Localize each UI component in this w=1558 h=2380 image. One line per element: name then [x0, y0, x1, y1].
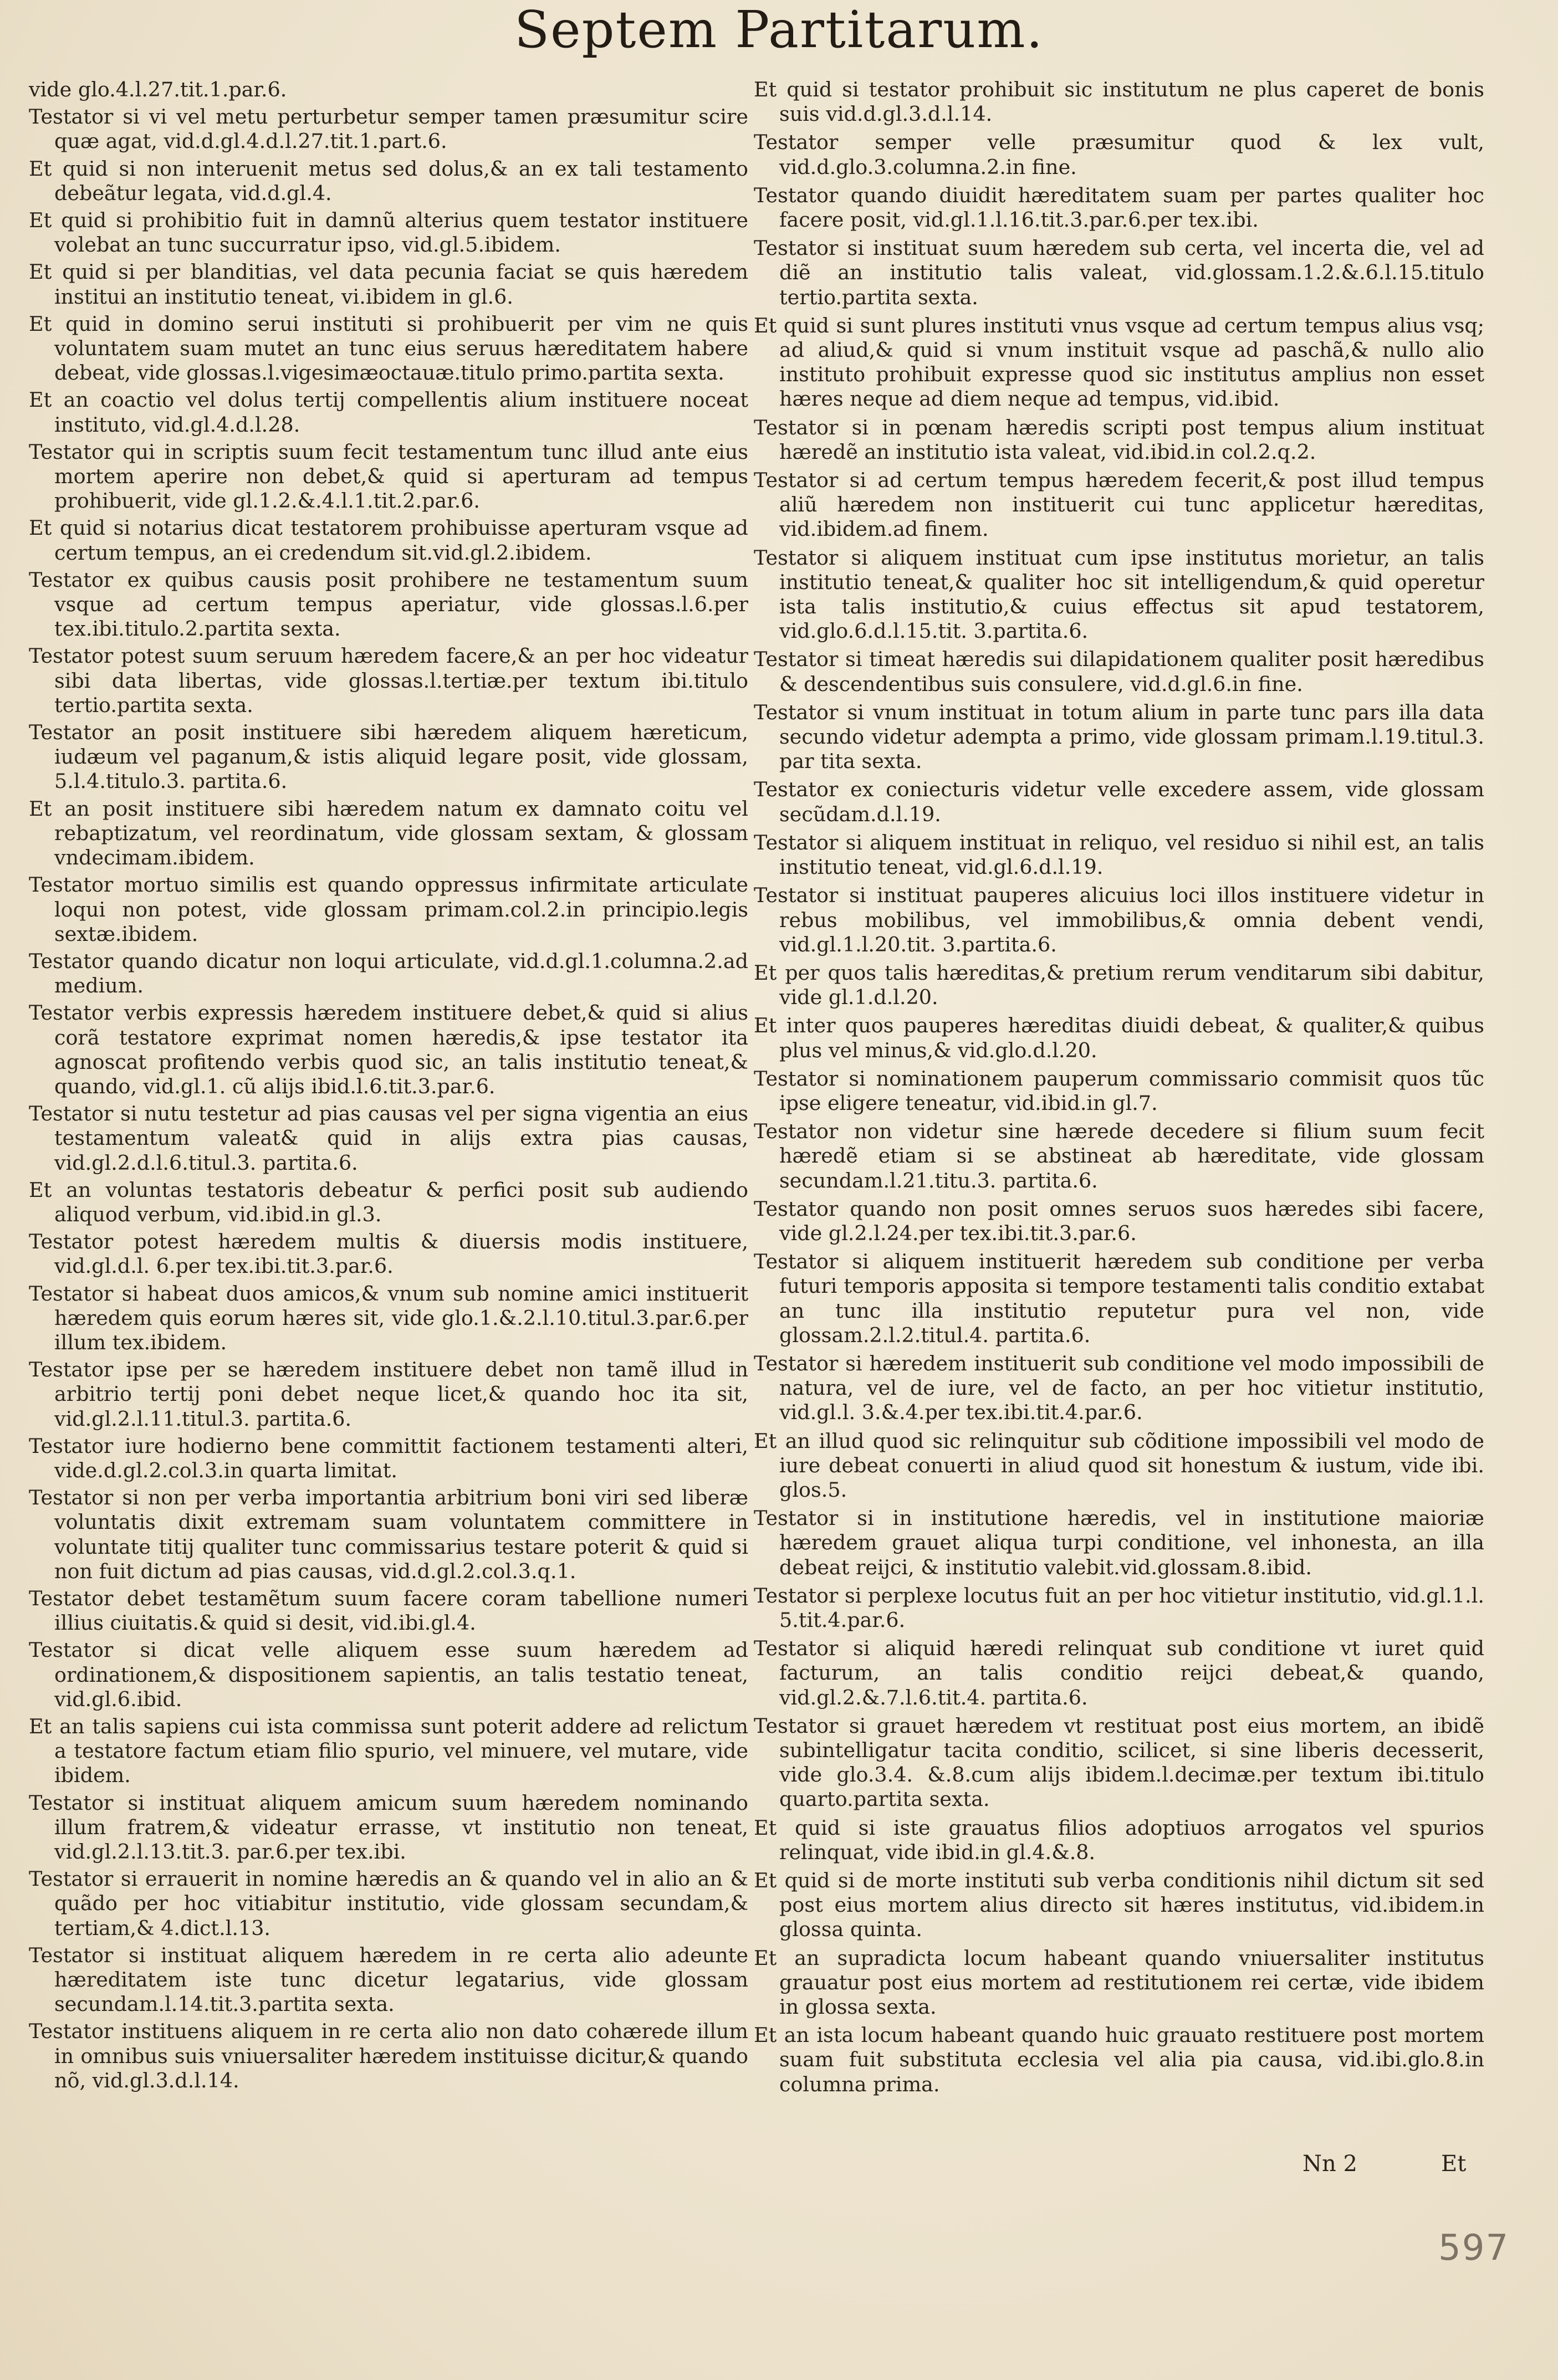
index-entry: Testator si instituat aliquem hæredem in re certa alio adeunte hæreditatem iste tunc dicetur legatarius, vide glossam secundam.l.14.tit.3.partita sexta. [29, 1943, 748, 2016]
index-entry: Et inter quos pauperes hæreditas diuidi debeat, & qualiter,& quibus plus vel minus,& vid.glo.d.l.20. [754, 1014, 1484, 1062]
index-entry: Testator quando non posit omnes seruos suos hæredes sibi facere, vide gl.2.l.24.per tex.ibi.tit.3.par.6. [754, 1196, 1484, 1245]
index-entry: Testator debet testamẽtum suum facere coram tabellione numeri illius ciuitatis.& quid si desit, vid.ibi.gl.4. [29, 1586, 748, 1635]
index-entry: Testator instituens aliquem in re certa alio non dato cohærede illum in omnibus suis vniuersaliter hæredem instituisse dicitur,& quando nõ, vid.gl.3.d.l.14. [29, 2019, 748, 2092]
index-entry: Et an posit instituere sibi hæredem natum ex damnato coitu vel rebaptizatum, vel reordinatum, vide glossam sextam, & glossam vndecimam.ibidem. [29, 796, 748, 870]
index-entry: Testator si ad certum tempus hæredem fecerit,& post illud tempus aliũ hæredem non instituerit cui tunc applicetur hæreditas, vid.ibidem.ad finem. [754, 468, 1484, 541]
index-entry: Testator si instituat suum hæredem sub certa, vel incerta die, vel ad diẽ an institutio talis valeat, vid.glossam.1.2.&.6.l.15.titulo tertio.partita sexta. [754, 236, 1484, 309]
index-entry: Et quid in domino serui instituti si prohibuerit per vim ne quis voluntatem suam mutet an tunc eius seruus hæreditatem habere debeat, vide glossas.l.vigesimæoctauæ.titulo primo.partita sexta. [29, 311, 748, 385]
index-entry: Testator semper velle præsumitur quod & lex vult, vid.d.glo.3.columna.2.in fine. [754, 130, 1484, 179]
index-entry: Testator iure hodierno bene committit factionem testamenti alteri, vide.d.gl.2.col.3.in quarta limitat. [29, 1434, 748, 1482]
index-entry: Testator si aliquem instituerit hæredem sub conditione per verba futuri temporis apposita si tempore testamenti talis conditio extabat an tunc illa institutio reputetur pura vel non, vide glossam.2.l.2.titul.4. partita.6. [754, 1250, 1484, 1347]
index-entry: vide glo.4.l.27.tit.1.par.6. [29, 78, 287, 101]
index-entry: Testator si errauerit in nomine hæredis an & quando vel in alio an & quãdo per hoc vitiabitur institutio, vide glossam secundam,& tertiam,& 4.dict.l.13. [29, 1867, 748, 1940]
index-entry: Testator si aliquid hæredi relinquat sub conditione vt iuret quid facturum, an talis conditio reijci debeat,& quando, vid.gl.2.&.7.l.6.tit.4. partita.6. [754, 1636, 1484, 1709]
index-entry: Testator quando dicatur non loqui articulate, vid.d.gl.1.columna.2.ad medium. [29, 949, 748, 998]
index-entry: Testator si in pœnam hæredis scripti post tempus alium instituat hæredẽ an institutio ista valeat, vid.ibid.in col.2.q.2. [754, 415, 1484, 464]
running-header [0, 0, 1558, 61]
signature-mark: Nn 2 [1302, 2151, 1357, 2177]
left-column [29, 78, 748, 2096]
index-entry: Testator ex quibus causis posit prohibere ne testamentum suum vsque ad certum tempus aperiatur, vide glossas.l.6.per tex.ibi.titulo.2.partita sexta. [29, 567, 748, 641]
index-entry: Testator potest suum seruum hæredem facere,& an per hoc videatur sibi data libertas, vide glossas.l.tertiæ.per textum ibi.titulo tertio.partita sexta. [29, 644, 748, 717]
index-entry: Testator quando diuidit hæreditatem suam per partes qualiter hoc facere posit, vid.gl.1.l.16.tit.3.par.6.per tex.ibi. [754, 183, 1484, 232]
index-entry: Testator si in institutione hæredis, vel in institutione maioriæ hæredem grauet aliqua turpi conditione, vel inhonesta, an illa debeat reijci, & institutio valebit.vid.glossam.8.ibid. [754, 1506, 1484, 1579]
index-entry: Testator si timeat hæredis sui dilapidationem qualiter posit hæredibus & descendentibus suis consulere, vid.d.gl.6.in fine. [754, 647, 1484, 696]
index-entry: Et quid si non interuenit metus sed dolus,& an ex tali testamento debeãtur legata, vid.d.gl.4. [29, 156, 748, 205]
index-entry: Et quid si de morte instituti sub verba conditionis nihil dictum sit sed post eius mortem alius directo sit hæres institutus, vid.ibidem.in glossa quinta. [754, 1869, 1484, 1942]
index-entry: Et per quos talis hæreditas,& pretium rerum venditarum sibi dabitur, vide gl.1.d.l.20. [754, 960, 1484, 1010]
index-entry: Testator si grauet hæredem vt restituat post eius mortem, an ibidẽ subintelligatur tacita conditio, scilicet, si sine liberis decesserit, vide glo.3.4. &.8.cum alijs ibidem.l.decimæ.per textum ibi.titulo quarto.partita sexta. [754, 1713, 1484, 1811]
index-entry: Et an supradicta locum habeant quando vniuersaliter institutus grauatur post eius mortem ad restitutionem rei certæ, vide ibidem in glossa sexta. [754, 1946, 1484, 2019]
index-entry: Et quid si sunt plures instituti vnus vsque ad certum tempus alius vsq; ad aliud,& quid si vnum instituit vsque ad paschã,& nullo alio instituto prohibuit expresse quod sic institutus amplius non esset hæres neque ad diem neque ad tempus, vid.ibid. [754, 313, 1484, 411]
index-entry: Testator si non per verba importantia arbitrium boni viri sed liberæ voluntatis dixit extremam suam voluntatem committere in voluntate titij qualiter tunc commissarius testare poterit & quid si non fuit dictum ad pias causas, vid.d.gl.2.col.3.q.1. [29, 1486, 748, 1583]
index-entry: Et quid si per blanditias, vel data pecunia faciat se quis hæredem institui an institutio teneat, vi.ibidem in gl.6. [29, 260, 748, 309]
index-entry: Et an ista locum habeant quando huic grauato restituere post mortem suam fuit substituta ecclesia vel alia pia causa, vid.ibi.glo.8.in columna prima. [754, 2023, 1484, 2096]
index-entry: Et quid si iste grauatus filios adoptiuos arrogatos vel spurios relinquat, vide ibid.in gl.4.&.8. [754, 1815, 1484, 1864]
index-entry: Testator si perplexe locutus fuit an per hoc vitietur institutio, vid.gl.1.l. 5.tit.4.par.6. [754, 1583, 1484, 1632]
index-entry: Et quid si testator prohibuit sic institutum ne plus caperet de bonis suis vid.d.gl.3.d.l.14. [754, 78, 1484, 126]
index-entry: Et an illud quod sic relinquitur sub cõditione impossibili vel modo de iure debeat conuerti in aliud quod sit honestum & iustum, vide ibi. glos.5. [754, 1429, 1484, 1502]
index-entry: Testator si vnum instituat in totum alium in parte tunc pars illa data secundo videtur adempta a primo, vide glossam primam.l.19.titul.3. par tita sexta. [754, 700, 1484, 774]
index-entry: Et quid si prohibitio fuit in damnũ alterius quem testator instituere volebat an tunc succurratur ipso, vid.gl.5.ibidem. [29, 208, 748, 257]
index-entry: Et an coactio vel dolus tertij compellentis alium instituere noceat instituto, vid.gl.4.d.l.28. [29, 388, 748, 437]
index-entry: Testator an posit instituere sibi hæredem aliquem hæreticum, iudæum vel paganum,& istis aliquid legare posit, vide glossam, 5.l.4.titulo.3. partita.6. [29, 720, 748, 794]
page-title: Septem Partitarum. [514, 0, 1044, 59]
index-entry: Testator ex coniecturis videtur velle excedere assem, vide glossam secũdam.d.l.19. [754, 777, 1484, 826]
index-entry: Testator si dicat velle aliquem esse suum hæredem ad ordinationem,& dispositionem sapientis, an talis testatio teneat, vid.gl.6.ibid. [29, 1638, 748, 1711]
index-entry: Testator qui in scriptis suum fecit testamentum tunc illud ante eius mortem aperire non debet,& quid si aperturam ad tempus prohibuerit, vide gl.1.2.&.4.l.1.tit.2.par.6. [29, 439, 748, 513]
index-entry: Testator si vi vel metu perturbetur semper tamen præsumitur scire quæ agat, vid.d.gl.4.d.l.27.tit.1.part.6. [29, 105, 748, 153]
index-entry: Testator ipse per se hæredem instituere debet non tamẽ illud in arbitrio tertij poni debet neque licet,& quando hoc ita sit, vid.gl.2.l.11.titul.3. partita.6. [29, 1358, 748, 1431]
index-entry: Testator si instituat aliquem amicum suum hæredem nominando illum fratrem,& videatur errasse, vt institutio non teneat, vid.gl.2.l.13.tit.3. par.6.per tex.ibi. [29, 1790, 748, 1864]
index-entry: Testator si instituat pauperes alicuius loci illos instituere videtur in rebus mobilibus, vel immobilibus,& omnia debent vendi, vid.gl.1.l.20.tit. 3.partita.6. [754, 883, 1484, 956]
index-entry: Testator non videtur sine hærede decedere si filium suum fecit hæredẽ etiam si se abstineat ab hæreditate, vide glossam secundam.l.21.titu.3. partita.6. [754, 1119, 1484, 1192]
index-entry: Testator si habeat duos amicos,& vnum sub nomine amici instituerit hæredem quis eorum hæres sit, vide glo.1.&.2.l.10.titul.3.par.6.per illum tex.ibidem. [29, 1281, 748, 1354]
index-entry: Testator si hæredem instituerit sub conditione vel modo impossibili de natura, vel de iure, vel de facto, an per hoc vitietur institutio, vid.gl.l. 3.&.4.per tex.ibi.tit.4.par.6. [754, 1351, 1484, 1425]
index-entry: Testator verbis expressis hæredem instituere debet,& quid si alius corã testatore exprimat nomen hæredis,& ipse testator ita agnoscat profitendo verbis quod sic, an talis institutio teneat,& quando, vid.gl.1. cũ alijs ibid.l.6.tit.3.par.6. [29, 1001, 748, 1098]
right-column [754, 78, 1484, 2101]
index-entry: Et quid si notarius dicat testatorem prohibuisse aperturam vsque ad certum tempus, an ei credendum sit.vid.gl.2.ibidem. [29, 516, 748, 565]
index-entry: Testator si nutu testetur ad pias causas vel per signa vigentia an eius testamentum valeat& quid in alijs extra pias causas, vid.gl.2.d.l.6.titul.3. partita.6. [29, 1102, 748, 1175]
index-entry: Testator si aliquem instituat in reliquo, vel residuo si nihil est, an talis institutio teneat, vid.gl.6.d.l.19. [754, 830, 1484, 879]
index-entry: Testator mortuo similis est quando oppressus infirmitate articulate loqui non potest, vide glossam primam.col.2.in principio.legis sextæ.ibidem. [29, 873, 748, 946]
index-entry: Testator si aliquem instituat cum ipse institutus morietur, an talis institutio teneat,& qualiter hoc sit intelligendum,& quid operetur ista talis institutio,& cuius effectus sit apud testatorem, vid.glo.6.d.l.15.tit. 3.partita.6. [754, 545, 1484, 643]
index-entry: Et an voluntas testatoris debeatur & perfici posit sub audiendo aliquod verbum, vid.ibid.in gl.3. [29, 1178, 748, 1226]
handwritten-page-number: 597 [1438, 2228, 1510, 2269]
index-entry: Testator si nominationem pauperum commissario commisit quos tũc ipse eligere teneatur, vid.ibid.in gl.7. [754, 1066, 1484, 1115]
catchword: Et [1441, 2151, 1467, 2177]
index-entry: Et an talis sapiens cui ista commissa sunt poterit addere ad relictum a testatore factum etiam filio spurio, vel minuere, vel mutare, vide ibidem. [29, 1714, 748, 1788]
index-entry: Testator potest hæredem multis & diuersis modis instituere, vid.gl.d.l. 6.per tex.ibi.tit.3.par.6. [29, 1230, 748, 1278]
